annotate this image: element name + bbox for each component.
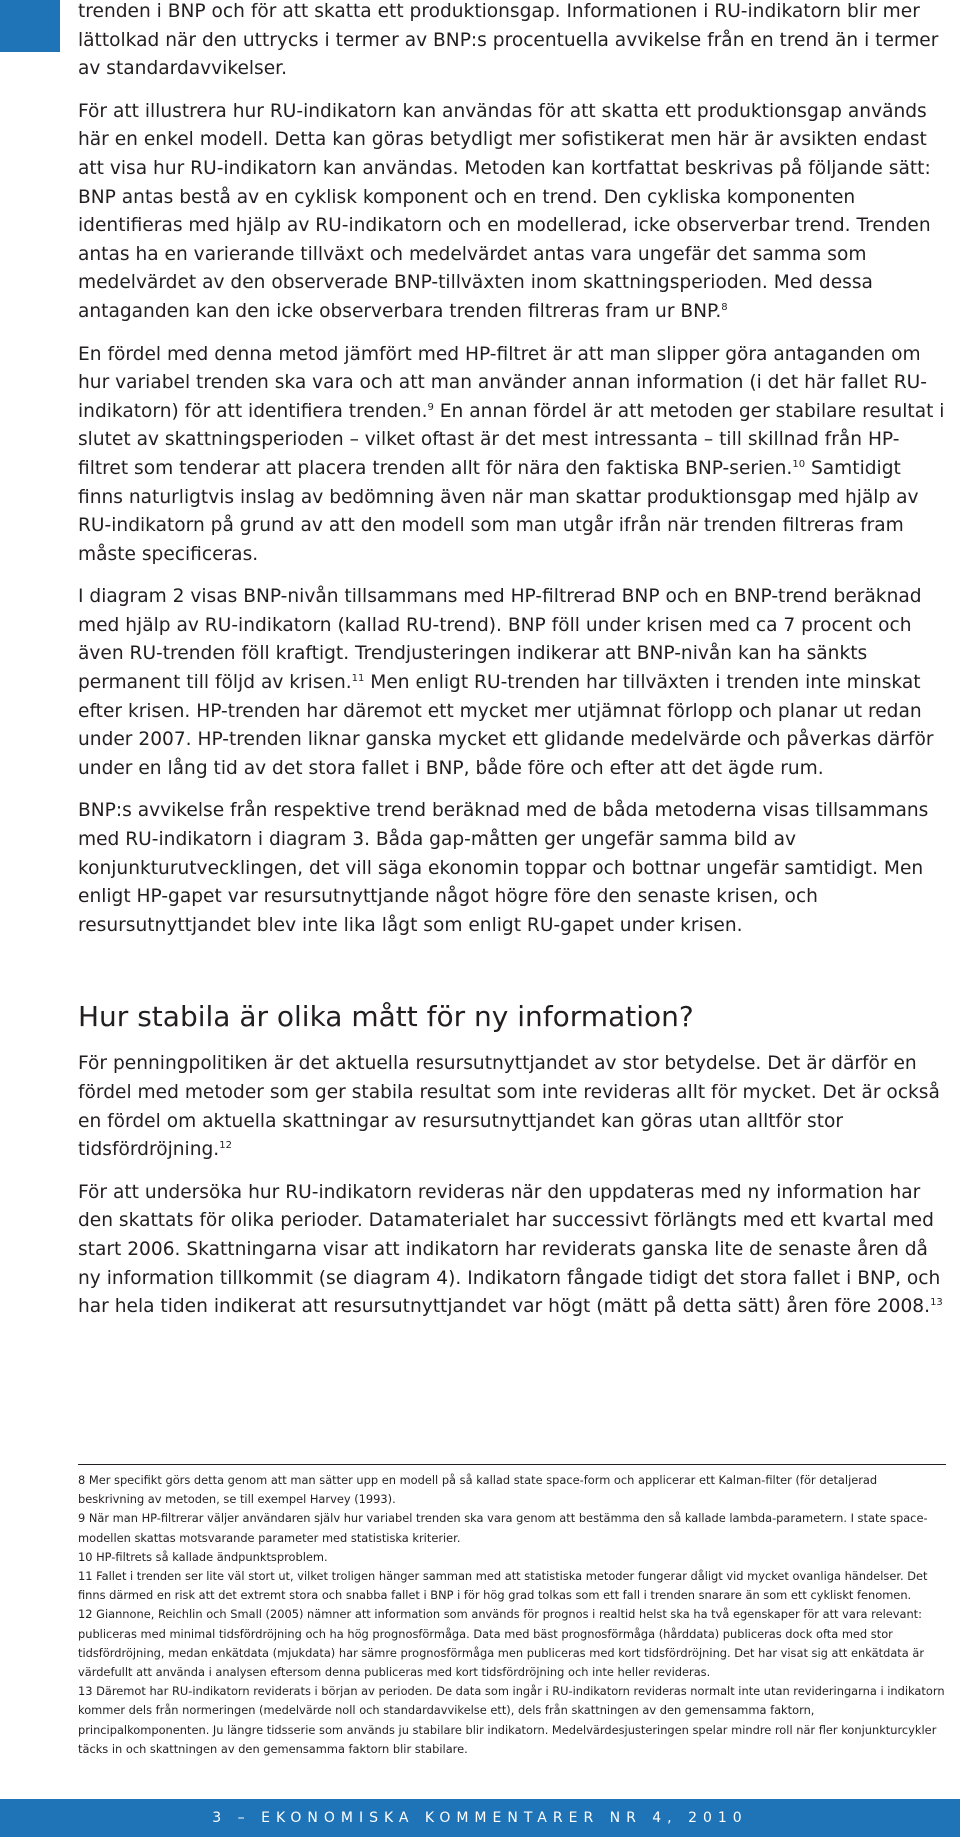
footnote-ref-11[interactable]: 11 [351,672,365,684]
footnote-11: 11 Fallet i trenden ser lite väl stort ut, vilket troligen hänger samman med att statistiska metoder fungerar dåligt vid mycket ovanliga händelser. Det finns därmed en risk att det extremt stora och snabba fallet i BNP i för hög grad tolkas som ett fall i trenden snarare än som ett cykliskt fenomen. [78,1569,928,1603]
section-heading: Hur stabila är olika mått för ny information? [78,1000,694,1034]
footnote-ref-13[interactable]: 13 [930,1296,943,1308]
footnote-ref-9[interactable]: 9 [427,401,434,413]
paragraph-3: En fördel med denna metod jämfört med HP-filtret är att man slipper göra antaganden om hur variabel trenden ska vara och att man använder annan information (i det här fallet RU-indikatorn) för att identifiera trenden.$^9$ En annan fördel är att metoden ger stabilare resultat i slutet av skattningsperioden – vilket oftast är det mest intressanta – till skillnad från HP-filtret som tenderar att placera trenden allt för nära den faktiska BNP-serien.$^{10}$ Samtidigt finns naturligtvis inslag av bedömning även när man skattar produktionsgap med hjälp av RU-indikatorn på grund av att den modell som man utgår ifrån när trenden filtreras fram måste specificeras. [78,343,945,565]
footnote-9: 9 När man HP-filtrerar väljer användaren själv hur variabel trenden ska vara genom att bestämma den så kallade lambda-parametern. I state space-modellen skattas motsvarande parameter med statistiska kriterier. [78,1511,928,1545]
corner-accent-square [0,0,60,52]
footnote-12: 12 Giannone, Reichlin och Small (2005) nämner att information som används för prognos i realtid helst ska ha två egenskaper för att vara relevant: publiceras med minimal tidsfördröjning och ha hög prognosförmåga. Data med bäst prognosförmåga (hårddata) publiceras dock ofta med stor tidsfördröjning, medan enkätdata (mjukdata) har sämre prognosförmåga men publiceras med kort tidsfördröjning. Det har visat sig att enkätdata är värdefullt att använda i analysen eftersom denna publiceras med kort tidsfördröjning och inte heller revideras. [78,1607,925,1680]
footnote-ref-12[interactable]: 12 [219,1140,232,1151]
footer-separator: – [237,1810,251,1826]
paragraph-2: För att illustrera hur RU-indikatorn kan användas för att skatta ett produktionsgap används här en enkel modell. Detta kan göras betydligt mer sofistikerat men här är avsikten endast att visa hur RU-indikatorn kan användas. Metoden kan kortfattat beskrivas på följande sätt: BNP antas bestå av en cyklisk komponent och en trend. Den cykliska komponenten identifieras med hjälp av RU-indikatorn och en modellerad, icke observerbar trend. Trenden antas ha en varierande tillväxt och medelvärdet antas vara ungefär det samma som medelvärdet av den observerade BNP-tillväxten inom skattningsperioden. Med dessa antaganden kan den icke observerbara trenden filtreras fram ur BNP.$^8$ [78,100,931,322]
paragraph-5: BNP:s avvikelse från respektive trend beräknad med de båda metoderna visas tillsammans med RU-indikatorn i diagram 3. Båda gap-måtten ger ungefär samma bild av konjunkturutvecklingen, det vill säga ekonomin toppar och bottnar ungefär samtidigt. Men enligt HP-gapet var resursutnyttjande något högre före den senaste krisen, och resursutnyttjandet blev inte lika lågt som enligt RU-gapet under krisen. [78,800,929,936]
footnote-ref-8[interactable]: 8 [721,301,728,313]
paragraph-1: trenden i BNP och för att skatta ett produktionsgap. Informationen i RU-indikatorn blir mer lättolkad när den uttrycks i termer av BNP:s procentuella avvikelse från en trend än i termer av standardavvikelser. [78,1,939,80]
page-content [78,0,946,1336]
footer-bar [0,1799,960,1837]
paragraph-4: I diagram 2 visas BNP-nivån tillsammans med HP-filtrerad BNP och en BNP-trend beräknad med hjälp av RU-indikatorn (kallad RU-trend). BNP föll under krisen med ca 7 procent och även RU-trenden föll kraftigt. Trendjusteringen indikerar att BNP-nivån kan ha sänkts permanent till följd av krisen.$^{11}$ Men enligt RU-trenden har tillväxten i trenden inte minskat efter krisen. HP-trenden har däremot ett mycket mer utjämnat förlopp och planar ut redan under 2007. HP-trenden liknar ganska mycket ett glidande medelvärde och påverkas därför under en lång tid av det stora fallet i BNP, både före och efter att det ägde rum. [78,586,934,779]
footnote-ref-10[interactable]: 10 [792,458,806,470]
paragraph-6: För penningpolitiken är det aktuella resursutnyttjandet av stor betydelse. Det är därför en fördel med metoder som ger stabila resultat som inte revideras allt för mycket. Det är också en fördel om aktuella skattningar av resursutnyttjandet kan göras utan alltför stor tidsfördröjning.$^{12}$ [78,1053,940,1161]
page-number: 3 [212,1810,228,1826]
footnotes-section [78,1464,946,1759]
publication-title: EKONOMISKA KOMMENTARER NR 4, 2010 [261,1810,748,1826]
footnote-8: 8 Mer specifikt görs detta genom att man sätter upp en modell på så kallad state space-form och applicerar ett Kalman-filter (för detaljerad beskrivning av metoden, se till exempel Harvey (1993). [78,1473,878,1507]
paragraph-7: För att undersöka hur RU-indikatorn revideras när den uppdateras med ny information har den skattats för olika perioder. Datamaterialet har successivt förlängts med ett kvartal med start 2006. Skattningarna visar att indikatorn har reviderats ganska lite de senaste åren då ny information tillkommit (se diagram 4). Indikatorn fångade tidigt det stora fallet i BNP, och har hela tiden indikerat att resursutnyttjandet var högt (mätt på detta sätt) åren före 2008.13 [78,1181,943,1318]
footnote-13: 13 Däremot har RU-indikatorn reviderats i början av perioden. De data som ingår i RU-indikatorn revideras normalt inte utan revideringarna i indikatorn kommer dels från normeringen (medelvärde noll och standardavvikelse ett), dels från skattningen av den gemensamma faktorn, principalkomponenten. Ju längre tidsserie som används ju stabilare blir indikatorn. Medelvärdesjusteringen spelar mindre roll när fler konjunkturcykler täcks in och skattningen av den gemensamma faktorn blir stabilare. [78,1684,945,1756]
footnote-10: 10 HP-filtrets så kallade ändpunktsproblem. [78,1549,328,1564]
